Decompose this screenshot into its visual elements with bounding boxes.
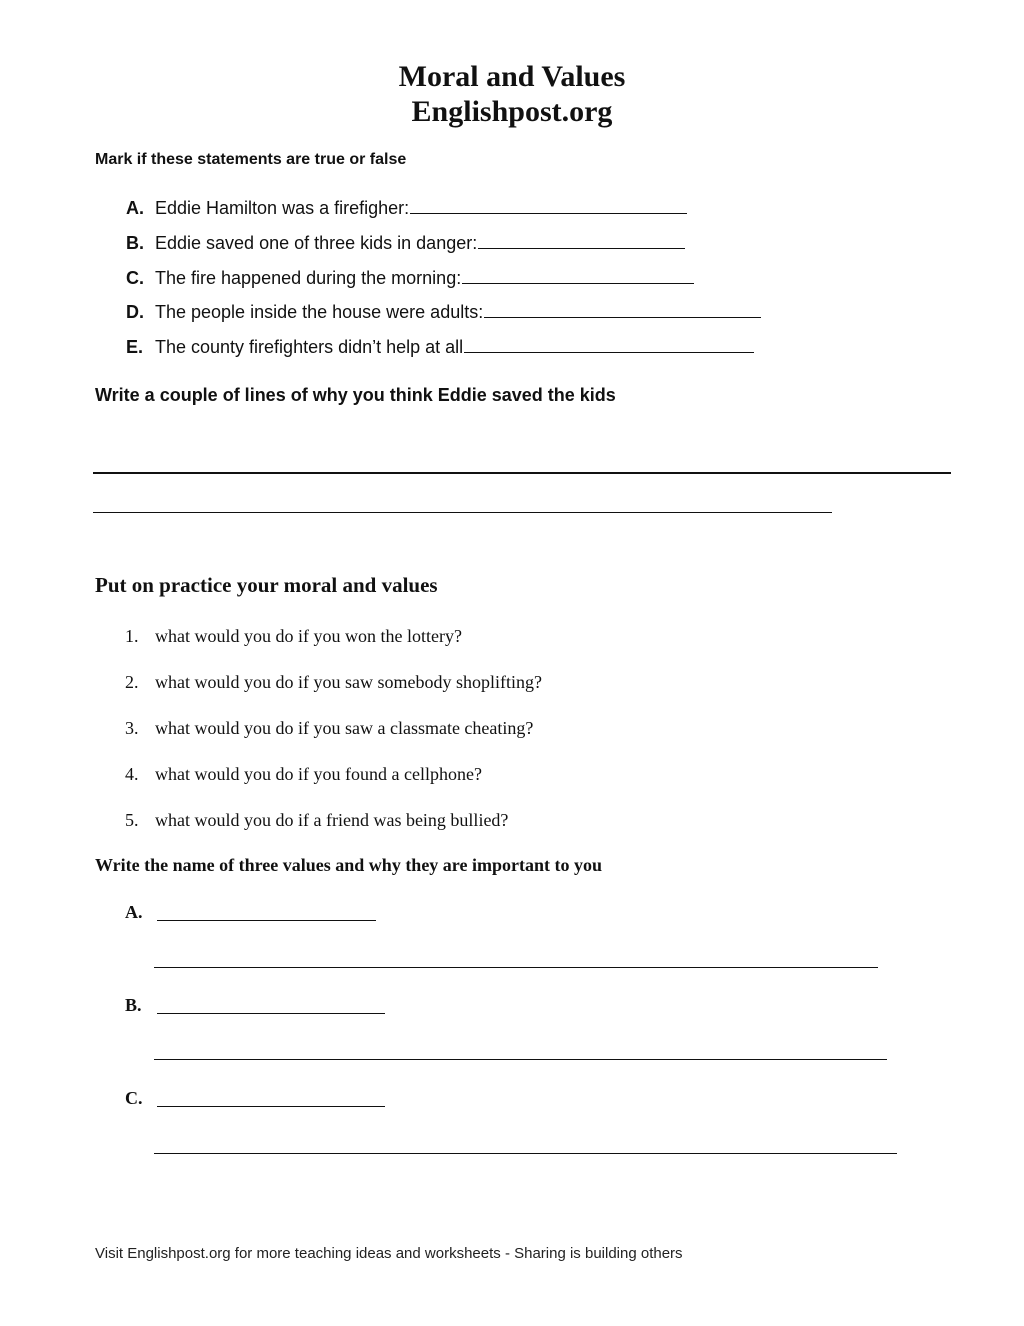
answer-blank[interactable] [484, 301, 761, 318]
question-number: 4. [125, 764, 139, 784]
question-item-1 [125, 626, 462, 647]
practice-heading: Put on practice your moral and values [95, 573, 438, 597]
worksheet-subtitle: Englishpost.org [411, 95, 613, 128]
question-text: what would you do if you saw a classmate cheating? [155, 718, 534, 738]
writing-line[interactable] [93, 512, 832, 513]
values-instruction: Write the name of three values and why they are important to you [95, 855, 602, 875]
value-letter-b: B. [125, 995, 142, 1015]
value-letter-c: C. [125, 1088, 143, 1108]
tf-statement: The people inside the house were adults: [155, 302, 484, 322]
question-item-3 [125, 718, 533, 739]
tf-statement: Eddie saved one of three kids in danger: [155, 233, 478, 253]
question-text: what would you do if you won the lottery? [155, 626, 462, 646]
value-reason-line[interactable] [154, 967, 878, 968]
tf-letter: B. [126, 233, 144, 253]
tf-item-a [126, 197, 687, 219]
question-text: what would you do if a friend was being bullied? [155, 810, 509, 830]
tf-letter: C. [126, 268, 144, 288]
tf-letter: E. [126, 337, 144, 357]
answer-blank[interactable] [410, 197, 687, 214]
answer-blank[interactable] [464, 336, 754, 353]
writing-line[interactable] [93, 472, 951, 474]
footer-note: Visit Englishpost.org for more teaching ideas and worksheets - Sharing is building others [95, 1245, 683, 1262]
value-letter-a: A. [125, 902, 143, 922]
question-number: 2. [125, 672, 139, 692]
tf-statement: Eddie Hamilton was a firefigher: [155, 198, 410, 218]
tf-item-b [126, 232, 685, 254]
value-name-line[interactable] [157, 1106, 385, 1107]
question-item-4 [125, 764, 482, 785]
question-number: 1. [125, 626, 139, 646]
value-name-line[interactable] [157, 920, 376, 921]
value-reason-line[interactable] [154, 1153, 897, 1154]
tf-statement: The fire happened during the morning: [155, 268, 462, 288]
value-reason-line[interactable] [154, 1059, 887, 1060]
value-name-line[interactable] [157, 1013, 385, 1014]
question-number: 5. [125, 810, 139, 830]
tf-letter: D. [126, 302, 144, 322]
question-number: 3. [125, 718, 139, 738]
tf-statement: The county firefighters didn’t help at all [155, 337, 464, 357]
question-text: what would you do if you found a cellphone? [155, 764, 482, 784]
why-instruction: Write a couple of lines of why you think Eddie saved the kids [95, 385, 616, 405]
answer-blank[interactable] [462, 267, 694, 284]
question-item-2 [125, 672, 542, 693]
tf-item-c [126, 267, 694, 289]
question-item-5 [125, 810, 508, 831]
tf-item-d [126, 301, 761, 323]
answer-blank[interactable] [478, 232, 685, 249]
true-false-instruction: Mark if these statements are true or false [95, 151, 407, 168]
question-text: what would you do if you saw somebody shoplifting? [155, 672, 542, 692]
worksheet-title: Moral and Values [398, 60, 626, 93]
tf-letter: A. [126, 198, 144, 218]
tf-item-e [126, 336, 754, 358]
